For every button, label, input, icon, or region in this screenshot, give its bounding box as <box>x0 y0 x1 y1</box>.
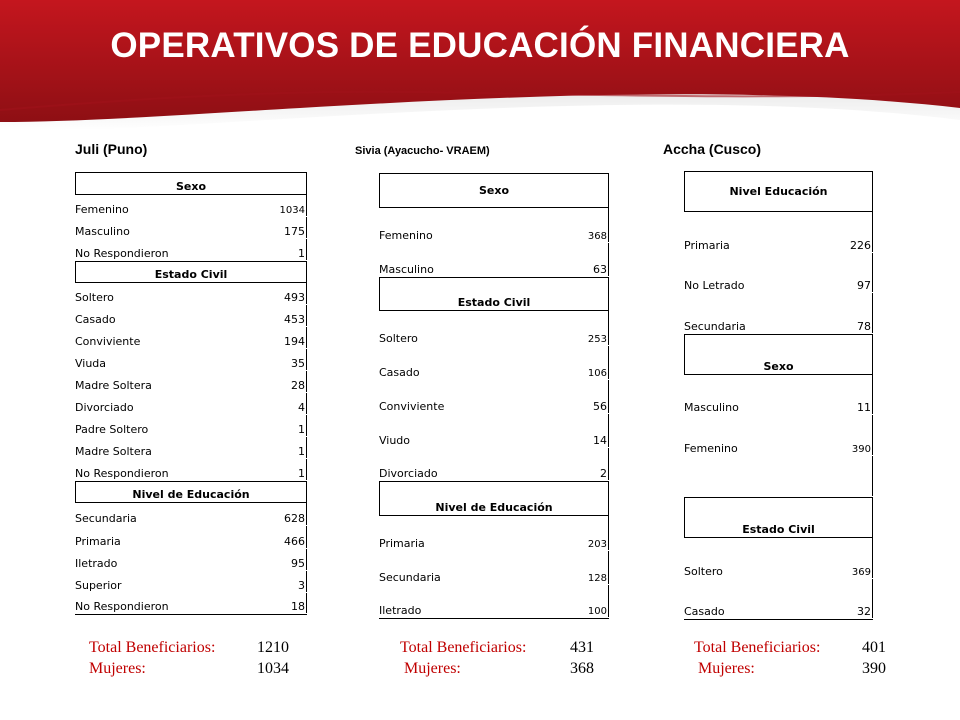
row-value: 194 <box>284 327 307 348</box>
row-value: 14 <box>593 414 609 447</box>
table-row <box>684 538 873 579</box>
row-label: Iletrado <box>379 604 422 617</box>
total-label: Total Beneficiarios: <box>694 639 821 656</box>
row-label: Iletrado <box>75 557 118 570</box>
row-label: Masculino <box>379 263 434 276</box>
row-label: Primaria <box>379 537 425 550</box>
women-label: Mujeres: <box>89 660 146 677</box>
row-value: 128 <box>588 551 609 584</box>
table-row <box>75 349 307 371</box>
table-row <box>75 526 307 549</box>
row-label: Viudo <box>379 434 411 447</box>
row-value: 28 <box>291 371 307 392</box>
table-row <box>379 551 609 585</box>
row-label: Divorciado <box>379 467 438 480</box>
table-row <box>75 217 307 239</box>
row-label: Casado <box>684 605 725 618</box>
region-title-sivia: Sivia (Ayacucho- VRAEM) <box>355 145 490 157</box>
row-value: 4 <box>298 393 307 414</box>
totals-accha <box>694 637 886 679</box>
table-row <box>684 415 873 456</box>
totals-juli <box>89 637 289 679</box>
row-value: 100 <box>588 585 609 617</box>
header-banner <box>0 0 960 150</box>
women-value: 390 <box>862 660 886 677</box>
table-row <box>75 195 307 217</box>
table-row <box>684 293 873 334</box>
table-row <box>379 414 609 448</box>
section-header: Sexo <box>75 172 307 195</box>
table-row <box>75 305 307 327</box>
table-row <box>379 516 609 551</box>
row-label: No Respondieron <box>75 600 169 613</box>
row-label: Femenino <box>75 203 129 216</box>
row-label: No Letrado <box>684 279 745 292</box>
total-label: Total Beneficiarios: <box>89 639 216 656</box>
row-value: 2 <box>600 448 609 480</box>
total-value: 431 <box>570 639 594 656</box>
row-value: 11 <box>857 375 873 414</box>
row-label: Conviviente <box>75 335 141 348</box>
table-row <box>379 311 609 346</box>
table-row <box>75 503 307 526</box>
region-title-accha: Accha (Cusco) <box>663 141 762 157</box>
row-label: Masculino <box>684 401 739 414</box>
table-row <box>684 212 873 253</box>
row-value <box>871 456 873 496</box>
total-value: 401 <box>862 639 886 656</box>
table-accha <box>684 171 873 620</box>
table-row <box>379 448 609 481</box>
table-row <box>684 253 873 293</box>
women-value: 1034 <box>257 660 289 677</box>
section-header: Nivel Educación <box>684 171 873 212</box>
table-row <box>75 393 307 415</box>
women-label: Mujeres: <box>698 660 755 677</box>
table-row <box>75 239 307 261</box>
table-row <box>75 593 307 615</box>
row-label: Casado <box>379 366 420 379</box>
row-label: Secundaria <box>684 320 746 333</box>
table-row <box>684 375 873 415</box>
row-value: 1034 <box>280 195 307 216</box>
table-row <box>379 380 609 414</box>
table-row <box>75 459 307 481</box>
row-value: 203 <box>588 516 609 550</box>
row-value: 32 <box>857 579 873 618</box>
row-value: 390 <box>852 415 873 455</box>
women-label: Mujeres: <box>404 660 461 677</box>
row-label: Soltero <box>379 332 418 345</box>
row-value: 3 <box>298 571 307 592</box>
row-value: 466 <box>284 526 307 548</box>
page-title: OPERATIVOS DE EDUCACIÓN FINANCIERA <box>110 26 850 65</box>
row-value: 95 <box>291 549 307 570</box>
section-header: Nivel de Educación <box>379 481 609 516</box>
row-value: 226 <box>850 212 873 252</box>
row-value: 1 <box>298 459 307 480</box>
table-row <box>75 327 307 349</box>
row-value: 628 <box>284 503 307 525</box>
row-value: 106 <box>588 346 609 379</box>
region-title-juli: Juli (Puno) <box>75 141 148 157</box>
table-row <box>75 571 307 593</box>
table-row <box>379 585 609 619</box>
women-value: 368 <box>570 660 594 677</box>
row-label: Padre Soltero <box>75 423 149 436</box>
table-row <box>684 456 873 497</box>
totals-sivia <box>400 637 594 679</box>
section-header: Nivel de Educación <box>75 481 307 503</box>
row-value: 453 <box>284 305 307 326</box>
section-header: Sexo <box>379 173 609 208</box>
row-label: Viuda <box>75 357 107 370</box>
section-header: Estado Civil <box>379 277 609 311</box>
table-row <box>75 415 307 437</box>
row-label: Conviviente <box>379 400 445 413</box>
row-label: Madre Soltera <box>75 379 152 392</box>
row-value: 97 <box>857 253 873 292</box>
row-label: Superior <box>75 579 122 592</box>
row-value: 493 <box>284 283 307 304</box>
table-row <box>379 243 609 277</box>
row-label: Femenino <box>379 229 433 242</box>
table-row <box>379 208 609 243</box>
row-label: Casado <box>75 313 116 326</box>
row-label: Masculino <box>75 225 130 238</box>
table-row <box>75 371 307 393</box>
row-value: 175 <box>284 217 307 238</box>
row-value: 1 <box>298 239 307 260</box>
row-value: 368 <box>588 208 609 242</box>
row-label: Secundaria <box>379 571 441 584</box>
row-value: 63 <box>593 243 609 276</box>
table-row <box>75 549 307 571</box>
row-label: Madre Soltera <box>75 445 152 458</box>
row-label: Soltero <box>75 291 114 304</box>
row-label: Divorciado <box>75 401 134 414</box>
row-value: 369 <box>852 538 873 578</box>
row-value: 78 <box>857 293 873 333</box>
table-row <box>75 283 307 305</box>
row-value: 35 <box>291 349 307 370</box>
table-row <box>684 579 873 620</box>
row-label: Primaria <box>75 535 121 548</box>
banner-graphic <box>0 0 960 150</box>
row-label: Femenino <box>684 442 738 455</box>
total-value: 1210 <box>257 639 289 656</box>
row-label: No Respondieron <box>75 467 169 480</box>
table-sivia <box>379 173 609 619</box>
row-value: 1 <box>298 415 307 436</box>
row-value: 1 <box>298 437 307 458</box>
table-row <box>379 346 609 380</box>
table-row <box>75 437 307 459</box>
row-label: Soltero <box>684 565 723 578</box>
section-header: Estado Civil <box>684 497 873 538</box>
row-value: 18 <box>291 593 307 613</box>
total-label: Total Beneficiarios: <box>400 639 527 656</box>
row-label: No Respondieron <box>75 247 169 260</box>
table-juli <box>75 172 307 615</box>
row-label: Secundaria <box>75 512 137 525</box>
row-value: 56 <box>593 380 609 413</box>
section-header: Sexo <box>684 334 873 375</box>
section-header: Estado Civil <box>75 261 307 283</box>
row-label: Primaria <box>684 239 730 252</box>
row-value: 253 <box>588 311 609 345</box>
